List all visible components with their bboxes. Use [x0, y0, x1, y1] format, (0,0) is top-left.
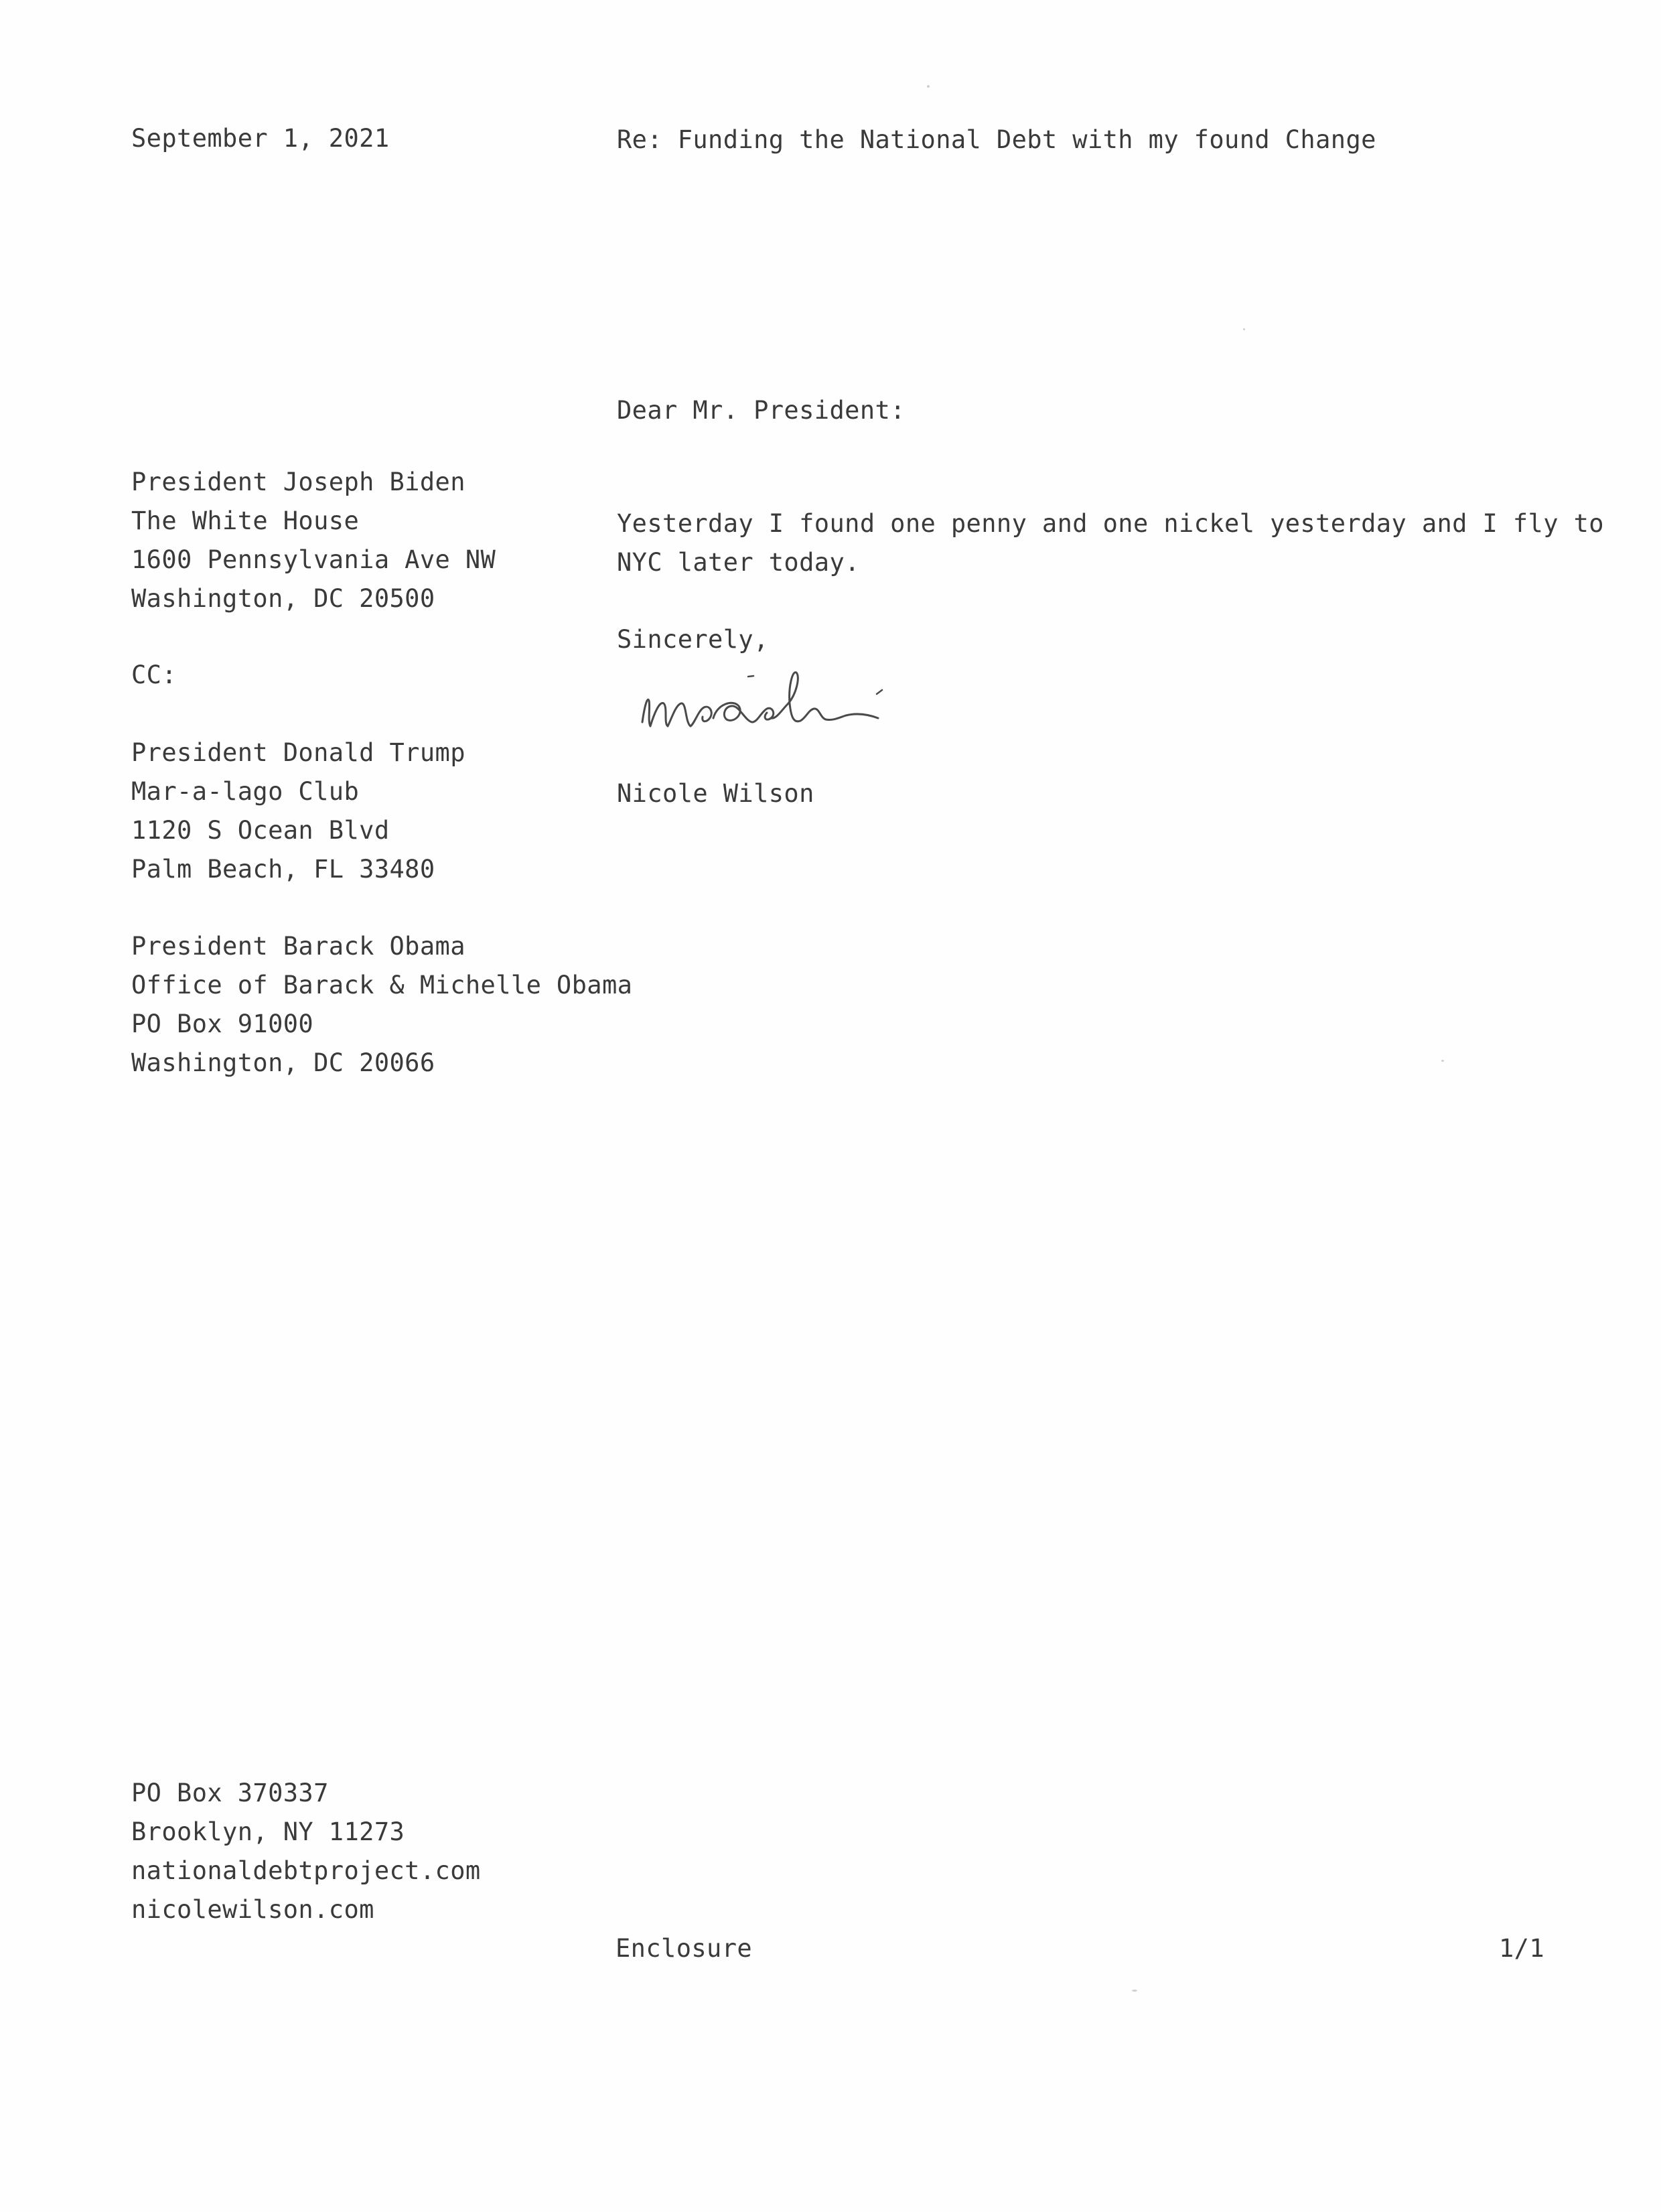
sender-name: Nicole Wilson	[617, 779, 814, 808]
footer-address	[131, 1774, 481, 1929]
cc-recipient-line: Mar-a-lago Club	[131, 777, 360, 806]
cc-recipient-address	[131, 734, 465, 889]
scan-speck	[1132, 1990, 1137, 1992]
cc-recipient-line: President Donald Trump	[131, 738, 465, 767]
recipient-line: The White House	[131, 506, 360, 535]
body-line: NYC later today.	[617, 548, 860, 577]
scan-speck	[1243, 328, 1245, 330]
handwritten-signature-icon	[633, 656, 928, 744]
cc-recipient-line: PO Box 91000	[131, 1010, 314, 1038]
salutation: Dear Mr. President:	[617, 396, 906, 425]
cc-recipient-line: President Barack Obama	[131, 932, 465, 961]
recipient-line: Washington, DC 20500	[131, 584, 435, 613]
recipient-address	[131, 463, 496, 618]
enclosure-label: Enclosure	[616, 1934, 753, 1963]
letter-body	[617, 504, 1604, 582]
footer-address-line: nationaldebtproject.com	[131, 1856, 481, 1885]
cc-recipient-line: 1120 S Ocean Blvd	[131, 816, 390, 845]
cc-recipient-line: Palm Beach, FL 33480	[131, 855, 435, 884]
footer-address-line: nicolewilson.com	[131, 1895, 374, 1924]
recipient-line: President Joseph Biden	[131, 468, 465, 496]
footer-address-line: Brooklyn, NY 11273	[131, 1817, 405, 1846]
body-line: Yesterday I found one penny and one nickel yesterday and I fly to	[617, 509, 1604, 538]
scan-speck	[1441, 1060, 1444, 1062]
scan-speck	[927, 85, 930, 88]
letter-subject: Re: Funding the National Debt with my found Change	[617, 125, 1376, 154]
recipient-line: 1600 Pennsylvania Ave NW	[131, 545, 496, 574]
cc-label: CC:	[131, 661, 177, 689]
cc-recipient-address	[131, 927, 632, 1083]
cc-recipient-line: Office of Barack & Michelle Obama	[131, 971, 633, 999]
page-number: 1/1	[1499, 1934, 1545, 1963]
closing: Sincerely,	[617, 625, 769, 654]
letter-date: September 1, 2021	[131, 124, 390, 153]
footer-address-line: PO Box 370337	[131, 1779, 329, 1807]
cc-recipient-line: Washington, DC 20066	[131, 1048, 435, 1077]
